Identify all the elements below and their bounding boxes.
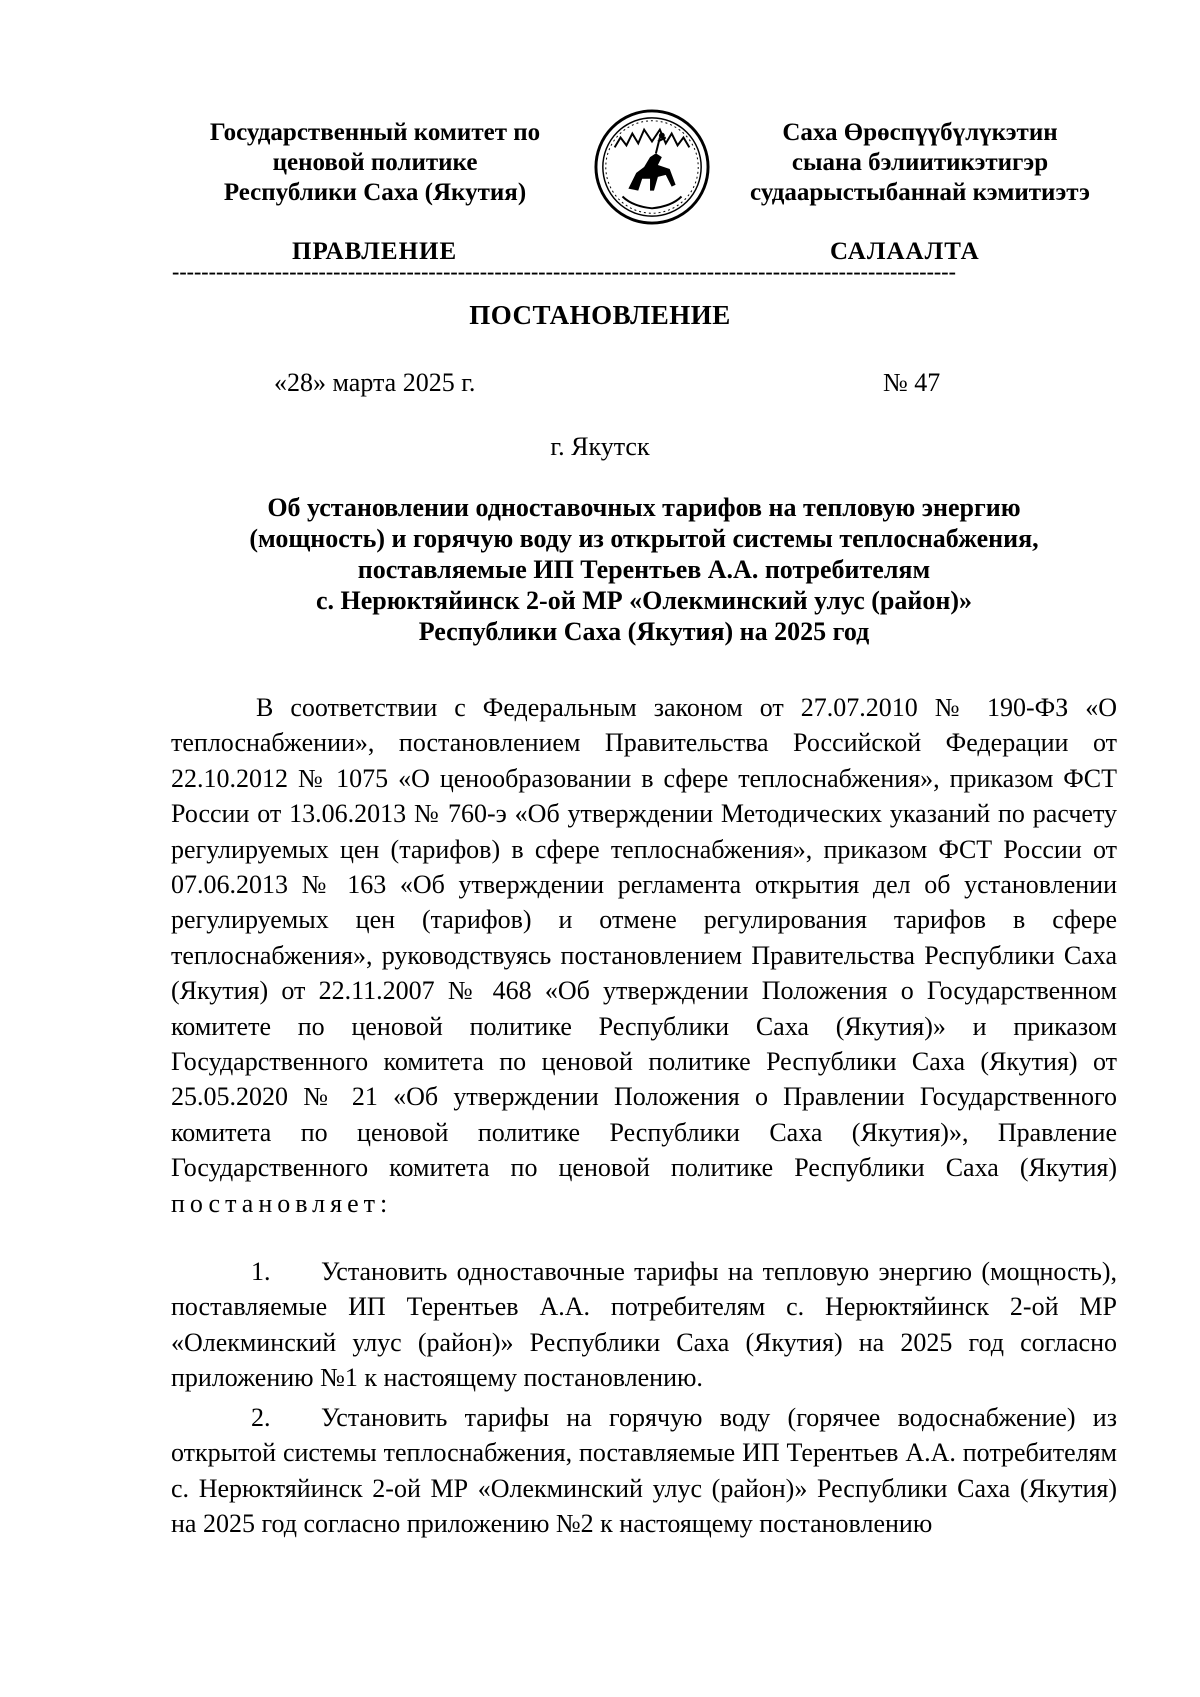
coat-of-arms-emblem	[593, 108, 711, 226]
title-line: (мощность) и горячую воду из открытой системы теплоснабжения,	[249, 524, 1039, 553]
board-label-ru: ПРАВЛЕНИЕ	[292, 238, 458, 265]
title-line: с. Нерюктяйинск 2-ой МР «Олекминский улус (район)»	[315, 586, 973, 615]
document-number: № 47	[883, 368, 941, 397]
document-date: «28» марта 2025 г.	[274, 368, 476, 397]
title-line: Республики Саха (Якутия) на 2025 год	[418, 617, 870, 646]
header-left-line: Государственный комитет по	[209, 119, 541, 146]
document-city: г. Якутск	[550, 432, 650, 461]
item-number: 2.	[251, 1403, 271, 1432]
separator-line: -----------------------------------------------------------------------------------------------------------	[172, 262, 956, 282]
header-right-sakha	[725, 118, 1115, 208]
decision-item	[171, 1254, 1117, 1396]
document-title	[170, 492, 1118, 647]
preamble-paragraph	[171, 690, 1117, 1221]
item-text: Установить одноставочные тарифы на тепловую энергию (мощность), поставляемые ИП Терентьев А.А. потребителям с. Нерюктяйинск 2-ой МР «Олекминский улус (район)» Республики Саха (Якутия) на 2025 год согласно приложению №1 к настоящему постановлению.	[171, 1257, 1117, 1393]
board-label-sakha: САЛААЛТА	[830, 238, 980, 265]
preamble-text: В соответствии с Федеральным законом от 27.07.2010 № 190-ФЗ «О теплоснабжении», постановлением Правительства Российской Федерации от 22.10.2012 № 1075 «О ценообразовании в сфере теплоснабжения», приказом ФСТ России от 13.06.2013 № 760-э «Об утверждении Методических указаний по расчету регулируемых цен (тарифов) в сфере теплоснабжения», приказом ФСТ России от 07.06.2013 № 163 «Об утверждении регламента открытия дел об установлении регулируемых цен (тарифов) и отмене регулирования тарифов в сфере теплоснабжения», руководствуясь постановлением Правительства Республики Саха (Якутия) от 22.11.2007 № 468 «Об утверждении Положения о Государственном комитете по ценовой политике Республики Саха (Якутия)» и приказом Государственного комитета по ценовой политике Республики Саха (Якутия) от 25.05.2020 № 21 «Об утверждении Положения о Правлении Государственного комитета по ценовой политике Республики Саха (Якутия)», Правление Государственного комитета по ценовой политике Республики Саха (Якутия)	[171, 693, 1117, 1183]
header-left-line: ценовой политике	[272, 149, 478, 176]
decree-word: постановляет:	[171, 1188, 393, 1218]
title-line: Об установлении одноставочных тарифов на тепловую энергию	[267, 493, 1021, 522]
header-right-line: сыана бэлиитикэтигэр	[791, 149, 1049, 176]
document-type: ПОСТАНОВЛЕНИЕ	[469, 300, 731, 330]
header-left-ru	[170, 118, 580, 208]
header-right-line: Саха Өрөспүүбүлүкэтин	[782, 119, 1058, 146]
header-left-line: Республики Саха (Якутия)	[223, 179, 527, 206]
decision-item	[171, 1400, 1117, 1542]
header-right-line: судаарыстыбаннай кэмитиэтэ	[750, 179, 1090, 206]
title-line: поставляемые ИП Терентьев А.А. потребителям	[357, 555, 931, 584]
item-text: Установить тарифы на горячую воду (горячее водоснабжение) из открытой системы теплоснабжения, поставляемые ИП Терентьев А.А. потребителям с. Нерюктяйинск 2-ой МР «Олекминский улус (район)» Республики Саха (Якутия) на 2025 год согласно приложению №2 к настоящему постановлению	[171, 1403, 1117, 1539]
item-number: 1.	[251, 1257, 271, 1286]
